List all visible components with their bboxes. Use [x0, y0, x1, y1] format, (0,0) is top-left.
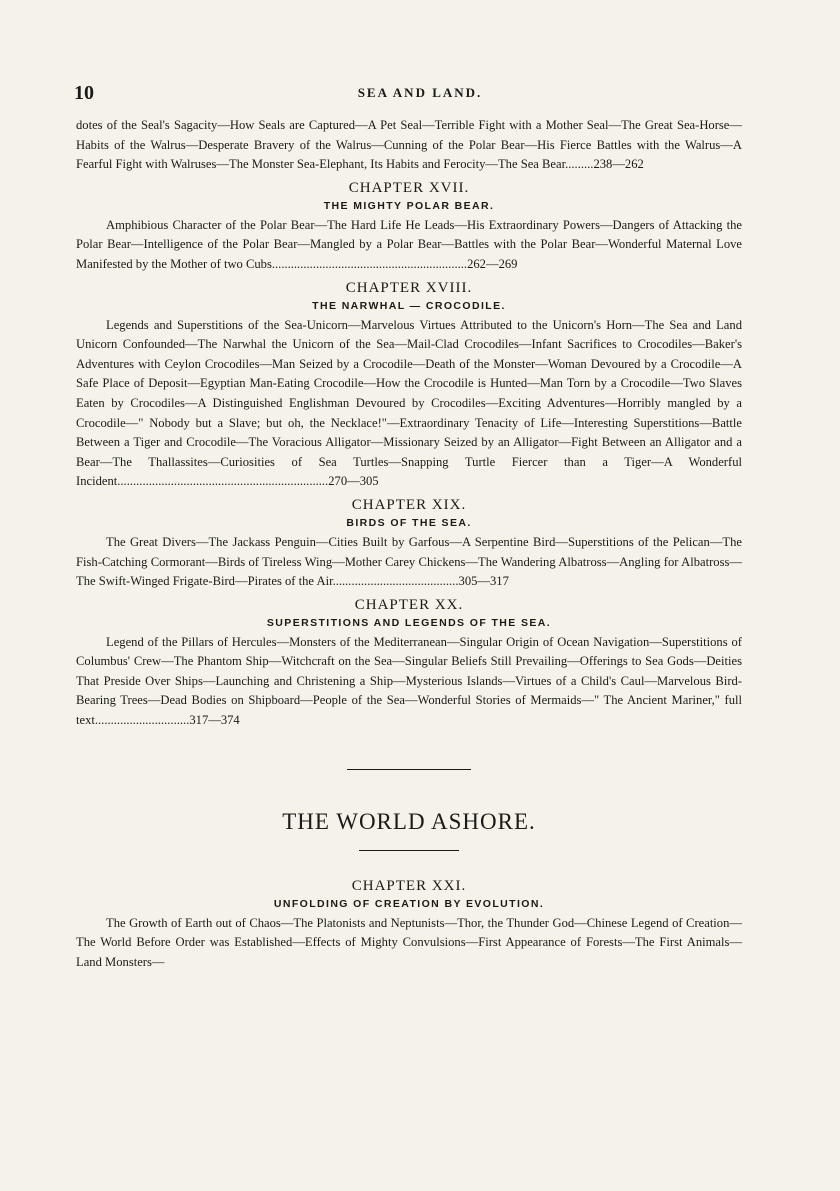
chapter-subtitle: BIRDS OF THE SEA. [346, 516, 472, 529]
toc-entry [76, 533, 742, 592]
toc-entry [76, 316, 742, 492]
entry-text: Legends and Superstitions of the Sea-Unicorn—Marvelous Virtues Attributed to the Unicorn's Horn—The Sea and Land Unicorn Confounded—The Narwhal the Unicorn of the Sea—Mail-Clad Crocodiles—Infant Sacrifices to Crocodiles—Baker's Adventures with Ceylon Crocodiles—Man Seized by a Crocodile—Death of the Monster—Woman Devoured by a Crocodile—A Safe Place of Deposit—Egyptian Man-Eating Crocodile—How the Crocodile is Hunted—Man Torn by a Crocodile—Two Slaves Eaten by Crocodiles—A Distinguished Englishman Devoured by Crocodiles—Exciting Adventures—Horribly mangled by a Crocodile—" Nobody but a Slave; but oh, the Necklace!"—Extraordinary Tenacity of Life—Interesting Superstitions—Battle Between a Tiger and Crocodile—The Voracious Alligator—Missionary Seized by an Alligator—Fight Between an Alligator and a Bear—The Thallassites—Curiosities of Sea Turtles—Snapping Turtle Fiercer than a Tiger—A Wonderful Incident................................................................... [76, 317, 742, 489]
page-number: 10 [74, 82, 94, 104]
chapter-heading: CHAPTER XX. [354, 596, 464, 613]
running-title: SEA AND LAND. [357, 85, 483, 100]
page-range: 262—269 [467, 256, 518, 271]
chapter-heading: CHAPTER XIX. [351, 496, 467, 513]
page-range: 238—262 [593, 157, 644, 172]
entry-text: dotes of the Seal's Sagacity—How Seals are Captured—A Pet Seal—Terrible Fight with a Mother Seal—The Great Sea-Horse—Habits of the Walrus—Desperate Bravery of the Walrus—Cunning of the Polar Bear—His Fierce Battles with the Walrus—A Fearful Fight with Walruses—The Monster Sea-Elephant, Its Habits and Ferocity—The Sea Bear......... [76, 118, 742, 172]
page-range: 305—317 [458, 574, 509, 589]
chapter-subtitle: THE MIGHTY POLAR BEAR. [323, 199, 495, 212]
chapter-heading: CHAPTER XVIII. [345, 279, 473, 296]
page-range: 270—305 [328, 474, 379, 489]
toc-entry [76, 633, 742, 731]
entry-text: Legend of the Pillars of Hercules—Monsters of the Mediterranean—Singular Origin of Ocean Navigation—Superstitions of Columbus' Crew—The Phantom Ship—Witchcraft on the Sea—Singular Beliefs Still Prevailing—Offerings to Sea Gods—Deities That Preside Over Ships—Launching and Christening a Ship—Mysterious Islands—Virtues of a Child's Caul—Marvelous Bird-Bearing Trees—Dead Bodies on Shipboard—People of the Sea—Wonderful Stories of Mermaids—" The Ancient Mariner," full text.............................. [76, 634, 742, 728]
section-title: THE WORLD ASHORE. [282, 808, 536, 834]
page-header [74, 82, 766, 106]
toc-entry-intro [76, 116, 742, 175]
toc-entry [76, 914, 742, 973]
chapter-subtitle: UNFOLDING OF CREATION BY EVOLUTION. [273, 897, 545, 910]
entry-text: The Great Divers—The Jackass Penguin—Cities Built by Garfous—A Serpentine Bird—Superstitions of the Pelican—The Fish-Catching Cormorant—Birds of Tireless Wing—Mother Carey Chickens—The Wandering Albatross—Angling for Albatross—The Swift-Winged Frigate-Bird—Pirates of the Air........................................ [76, 534, 742, 589]
entry-text: Amphibious Character of the Polar Bear—The Hard Life He Leads—His Extraordinary Powers—Dangers of Attacking the Polar Bear—Intelligence of the Polar Bear—Mangled by a Polar Bear—Battles with the Polar Bear—Wonderful Maternal Love Manifested by the Mother of two Cubs.............................................................. [76, 217, 742, 271]
chapter-heading: CHAPTER XVII. [348, 179, 470, 196]
entry-text: The Growth of Earth out of Chaos—The Platonists and Neptunists—Thor, the Thunder God—Chinese Legend of Creation—The World Before Order was Established—Effects of Mighty Convulsions—First Appearance of Forests—The First Animals—Land Monsters— [76, 915, 742, 969]
table-of-contents [76, 116, 742, 972]
chapter-subtitle: SUPERSTITIONS AND LEGENDS OF THE SEA. [266, 616, 552, 629]
toc-entry [76, 216, 742, 275]
page-range: 317—374 [189, 713, 240, 728]
chapter-heading: CHAPTER XXI. [351, 877, 467, 894]
chapter-subtitle: THE NARWHAL — CROCODILE. [312, 299, 506, 312]
